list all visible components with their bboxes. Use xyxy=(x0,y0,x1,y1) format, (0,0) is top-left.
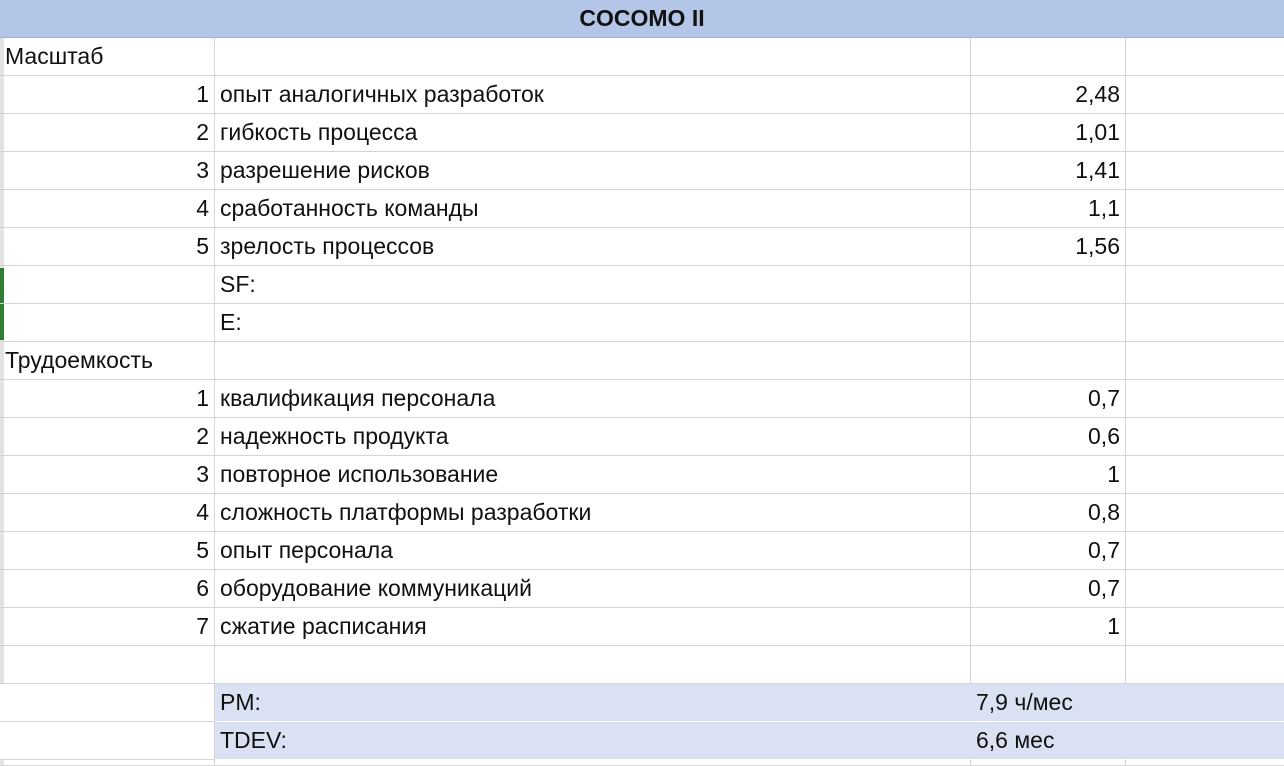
cell[interactable] xyxy=(215,342,971,380)
cell[interactable] xyxy=(1126,266,1284,304)
table-row xyxy=(0,342,1284,380)
item-name[interactable]: квалификация персонала xyxy=(215,380,971,418)
item-value[interactable]: 1,41 xyxy=(971,152,1126,190)
cell[interactable] xyxy=(971,342,1126,380)
item-number[interactable]: 7 xyxy=(0,608,215,646)
table-row xyxy=(0,456,1284,494)
cell[interactable] xyxy=(1126,532,1284,570)
sf-value[interactable] xyxy=(971,266,1126,304)
item-value[interactable]: 1,1 xyxy=(971,190,1126,228)
pm-value[interactable]: 7,9 ч/мес xyxy=(971,684,1126,722)
cell[interactable] xyxy=(0,304,215,342)
table-row xyxy=(0,38,1284,76)
item-name[interactable]: опыт аналогичных разработок xyxy=(215,76,971,114)
item-value[interactable]: 1,56 xyxy=(971,228,1126,266)
e-value[interactable] xyxy=(971,304,1126,342)
item-value[interactable]: 0,7 xyxy=(971,532,1126,570)
table-row xyxy=(0,494,1284,532)
item-value[interactable]: 2,48 xyxy=(971,76,1126,114)
e-label[interactable]: E: xyxy=(215,304,971,342)
item-name[interactable]: надежность продукта xyxy=(215,418,971,456)
cell[interactable] xyxy=(0,646,215,684)
sf-label[interactable]: SF: xyxy=(215,266,971,304)
table-row xyxy=(0,304,1284,342)
table-row xyxy=(0,608,1284,646)
item-name[interactable]: повторное использование xyxy=(215,456,971,494)
cell[interactable] xyxy=(0,266,215,304)
cell[interactable] xyxy=(971,760,1126,766)
item-value[interactable]: 0,6 xyxy=(971,418,1126,456)
cell[interactable] xyxy=(1126,608,1284,646)
table-row xyxy=(0,380,1284,418)
cell[interactable] xyxy=(1126,760,1284,766)
item-number[interactable]: 4 xyxy=(0,494,215,532)
item-number[interactable]: 1 xyxy=(0,380,215,418)
item-number[interactable]: 1 xyxy=(0,76,215,114)
sheet-title[interactable]: COCOMO II xyxy=(0,0,1284,38)
cell[interactable] xyxy=(1126,570,1284,608)
summary-row-tdev xyxy=(0,722,1284,760)
table-row xyxy=(0,152,1284,190)
table-row xyxy=(0,76,1284,114)
item-value[interactable]: 1 xyxy=(971,608,1126,646)
summary-row-pm xyxy=(0,684,1284,722)
table-row xyxy=(0,646,1284,684)
table-row xyxy=(0,570,1284,608)
table-row xyxy=(0,228,1284,266)
cell[interactable] xyxy=(1126,494,1284,532)
item-number[interactable]: 3 xyxy=(0,456,215,494)
cell[interactable] xyxy=(1126,38,1284,76)
title-row xyxy=(0,0,1284,38)
cell[interactable] xyxy=(0,722,215,760)
cell[interactable] xyxy=(1126,722,1284,760)
tdev-label[interactable]: TDEV: xyxy=(215,722,971,760)
item-name[interactable]: сложность платформы разработки xyxy=(215,494,971,532)
item-number[interactable]: 2 xyxy=(0,114,215,152)
item-number[interactable]: 6 xyxy=(0,570,215,608)
item-name[interactable]: сжатие расписания xyxy=(215,608,971,646)
cell[interactable] xyxy=(1126,304,1284,342)
cell[interactable] xyxy=(1126,228,1284,266)
cell[interactable] xyxy=(1126,114,1284,152)
cell[interactable] xyxy=(0,684,215,722)
cell[interactable] xyxy=(1126,684,1284,722)
item-name[interactable]: оборудование коммуникаций xyxy=(215,570,971,608)
cell[interactable] xyxy=(1126,380,1284,418)
cell[interactable] xyxy=(1126,646,1284,684)
item-number[interactable]: 5 xyxy=(0,228,215,266)
table-row xyxy=(0,266,1284,304)
cell[interactable] xyxy=(1126,456,1284,494)
item-number[interactable]: 4 xyxy=(0,190,215,228)
cell[interactable] xyxy=(1126,76,1284,114)
cell[interactable] xyxy=(215,760,971,766)
item-number[interactable]: 5 xyxy=(0,532,215,570)
table-row xyxy=(0,114,1284,152)
table-row xyxy=(0,418,1284,456)
cell[interactable] xyxy=(1126,418,1284,456)
cell[interactable] xyxy=(215,646,971,684)
cell[interactable] xyxy=(1126,152,1284,190)
table-row xyxy=(0,760,1284,766)
pm-label[interactable]: PM: xyxy=(215,684,971,722)
item-value[interactable]: 0,8 xyxy=(971,494,1126,532)
item-number[interactable]: 3 xyxy=(0,152,215,190)
item-value[interactable]: 0,7 xyxy=(971,380,1126,418)
table-row xyxy=(0,190,1284,228)
tdev-value[interactable]: 6,6 мес xyxy=(971,722,1126,760)
cell[interactable] xyxy=(1126,342,1284,380)
item-name[interactable]: опыт персонала xyxy=(215,532,971,570)
item-value[interactable]: 1,01 xyxy=(971,114,1126,152)
item-name[interactable]: гибкость процесса xyxy=(215,114,971,152)
cell[interactable] xyxy=(971,38,1126,76)
cell[interactable] xyxy=(1126,190,1284,228)
cell[interactable] xyxy=(0,760,215,766)
item-value[interactable]: 1 xyxy=(971,456,1126,494)
item-name[interactable]: разрешение рисков xyxy=(215,152,971,190)
item-name[interactable]: сработанность команды xyxy=(215,190,971,228)
section-label-scale[interactable]: Масштаб xyxy=(0,38,215,76)
item-name[interactable]: зрелость процессов xyxy=(215,228,971,266)
section-label-effort[interactable]: Трудоемкость xyxy=(0,342,215,380)
cell[interactable] xyxy=(971,646,1126,684)
item-value[interactable]: 0,7 xyxy=(971,570,1126,608)
item-number[interactable]: 2 xyxy=(0,418,215,456)
table-row xyxy=(0,532,1284,570)
cell[interactable] xyxy=(215,38,971,76)
